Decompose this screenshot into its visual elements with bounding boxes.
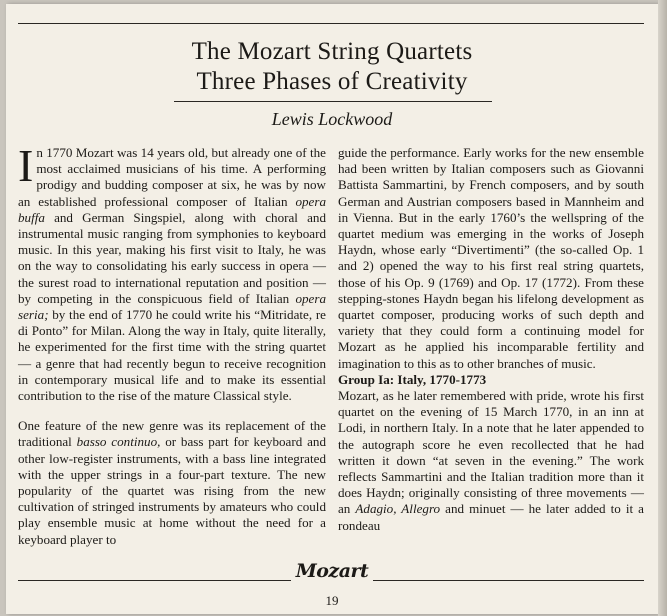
genre-italic-1: basso continuo, (76, 434, 161, 450)
mozart-signature-logo (6, 560, 658, 582)
drop-cap: I (18, 140, 34, 191)
intro-italic-2: opera seria; (18, 290, 326, 323)
logo-text: Mozart (291, 560, 374, 582)
genre-paragraph (18, 418, 326, 548)
intro-italic-1: opera buffa (18, 193, 326, 225)
lodi-text-1: Mozart, as he later remembered with pride, wrote his first quartet on the evening of 15 March 1770, in an inn at Lodi, in northern Italy. In a note that he later appended to the autograph score he even recollected that he had written it down “at seven in the evening.” The work reflects Sammartini and the Italian tradition more than it does Haydn; originally consisting of three movements — an (338, 388, 644, 517)
lodi-text-2: and minuet — he later added to it a rondeau (338, 501, 644, 533)
genre-text-1: One feature of the new genre was its replacement of the traditional (18, 418, 326, 450)
genre-text-2: or bass part for keyboard and other low-register instruments, with a bass line integrated with the upper strings in a four-part texture. The new popularity of the quartet was rising from the new cultivation of stringed instruments by amateurs who could play ensemble music at home without the need for a keyboard player to (18, 434, 326, 547)
section-heading: Group Ia: Italy, 1770-1773 (338, 371, 487, 387)
page-number: 19 (325, 593, 339, 608)
intro-text-2: and German Singspiel, along with choral and instrumental music ranging from symphonies to keyboard music. In this year, making his first visit to Italy, he was on the way to consolidating his early success in opera — the surest road to international reputation and position — by competing in the conspicuous field of Italian (18, 209, 326, 306)
article-title-line-2: Three Phases of Creativity (196, 68, 468, 95)
page (6, 4, 658, 614)
intro-paragraph (18, 140, 326, 404)
right-column (338, 145, 644, 534)
left-column (18, 140, 326, 548)
author-byline: Lewis Lockwood (271, 109, 393, 129)
haydn-paragraph: guide the performance. Early works for the new ensemble had been written by Italian composers such as Giovanni Battista Sammartini, by French composers, and by south German and Austrian composers based in Mannheim and in Vienna. But in the early 1760’s the wellspring of the quartet medium was emerging in the works of Joseph Haydn, whose early “Divertimenti” (the so-called Op. 1 and 2) opened the way to his first real string quartets, those of his Op. 9 (1769) and Op. 17 (1772). From these stepping-stones Haydn began his lifelong development as quartet composer, producing works of such depth and variety that they could form a continuing model for Mozart as he applied his incomparable fertility and imagination to this as to other branches of music. (338, 145, 644, 371)
lodi-paragraph (338, 388, 644, 534)
lodi-italic-1: Adagio, Allegro (355, 501, 441, 517)
intro-text-1: n 1770 Mozart was 14 years old, but already one of the most acclaimed musicians of his time. A performing prodigy and budding composer at six, he was by now an established professional composer of Italian (18, 145, 326, 209)
title-underline (174, 101, 492, 102)
page-edge (658, 0, 667, 616)
top-rule (18, 23, 644, 24)
intro-text-3: by the end of 1770 he could write his “Mitridate, re di Ponto” for Milan. Along the way in Italy, quite literally, he experimented for the first time with the string quartet — a genre that had recently begun to receive recognition in contemporary musical life and to make its essential contribution to the rise of the mature Classical style. (18, 307, 326, 404)
article-title-line-1: The Mozart String Quartets (191, 38, 473, 65)
